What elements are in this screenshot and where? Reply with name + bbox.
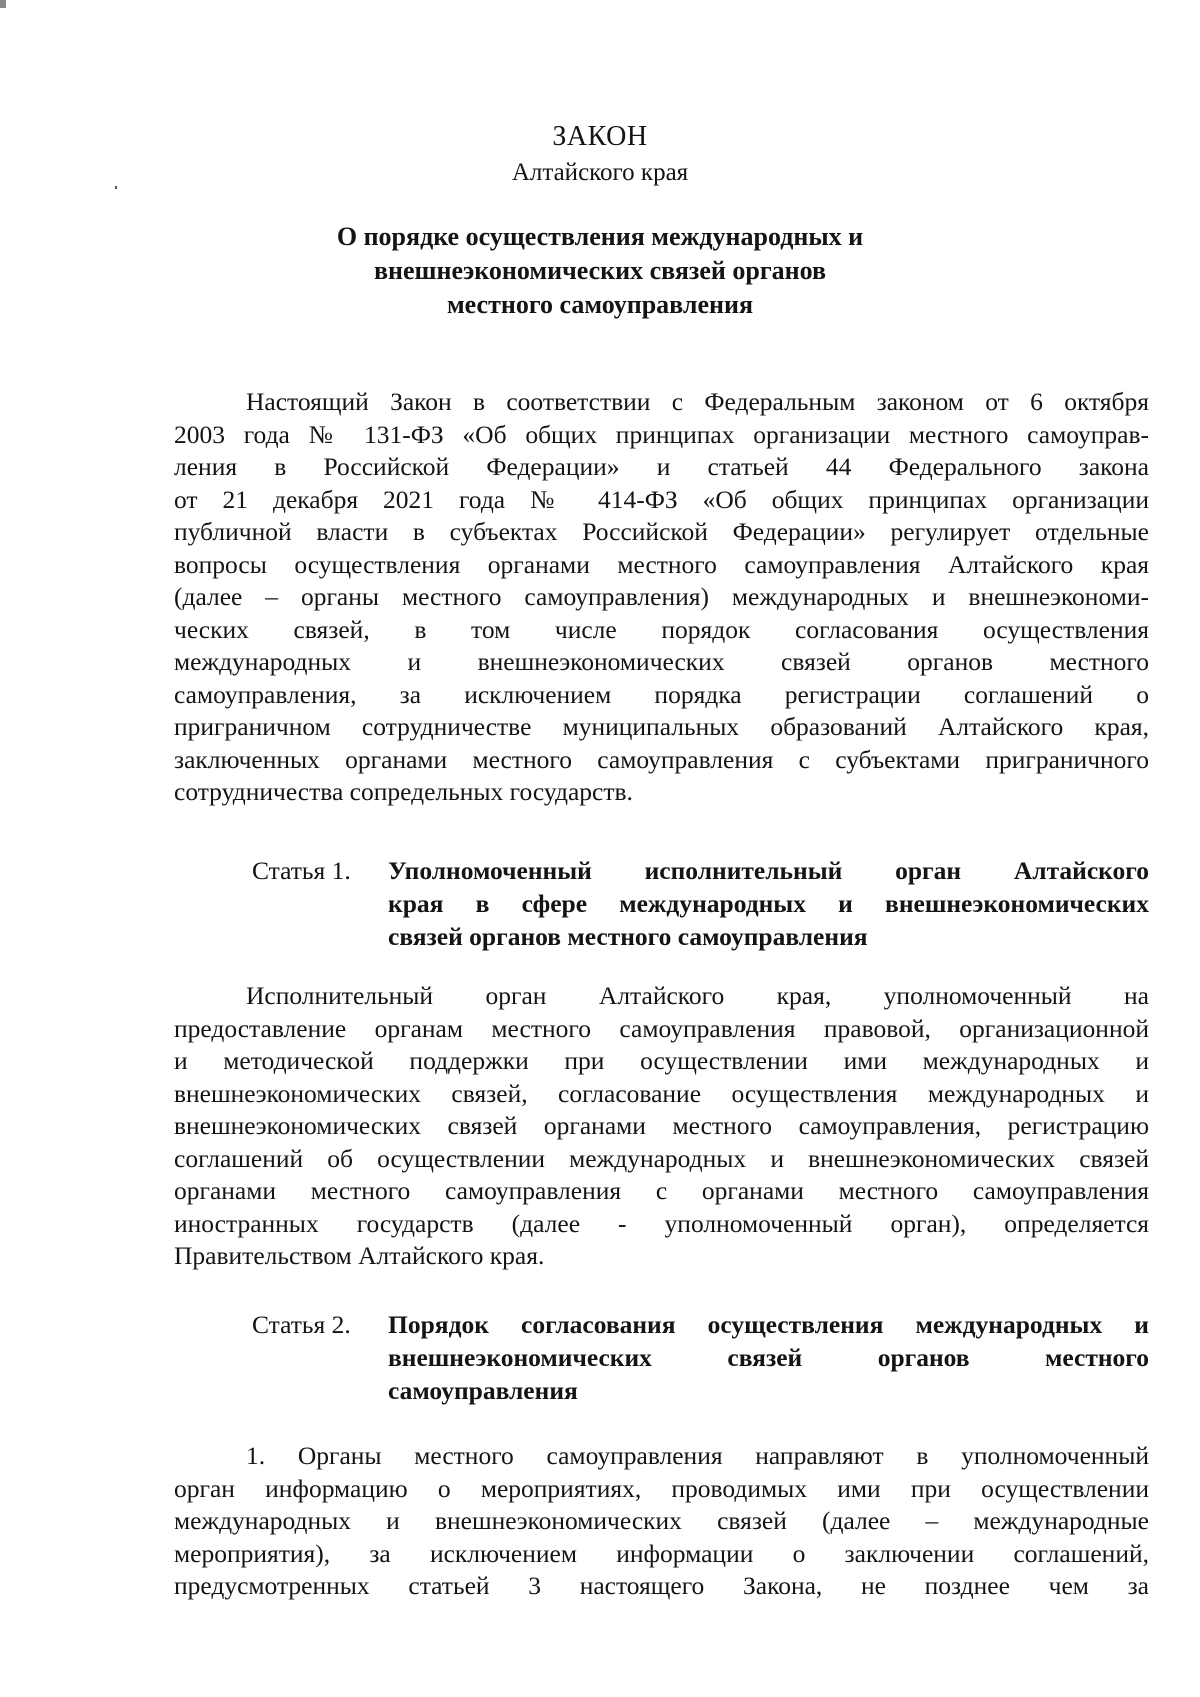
article-1-number: Статья 1. xyxy=(252,856,351,885)
heading-line: О порядке осуществления международных и xyxy=(336,222,864,251)
text-line: иностранных государств (далее - уполномоченный орган), определяется xyxy=(174,1208,1149,1238)
scan-corner-mark xyxy=(0,0,6,8)
text-line: ческих связей, в том числе порядок согласования осуществления xyxy=(174,614,1149,644)
article-title-line: Порядок согласования осуществления международных и xyxy=(388,1310,1149,1339)
text-line: 2003 года № 131-ФЗ «Об общих принципах организации местного самоуправ- xyxy=(174,419,1149,449)
text-line: публичной власти в субъектах Российской Федерации» регулирует отдельные xyxy=(174,517,1149,546)
text-line: и методической поддержки при осуществлении ими международных и xyxy=(174,1046,1149,1075)
heading-line: местного самоуправления xyxy=(446,290,754,319)
article-2-number: Статья 2. xyxy=(252,1310,351,1339)
article-2-title xyxy=(388,1308,1149,1407)
article-title-line: края в сфере международных и внешнеэкономических xyxy=(388,889,1149,918)
text-line: Настоящий Закон в соответствии с Федеральным законом от 6 октября xyxy=(246,387,1149,416)
text-line: самоуправления, за исключением порядка регистрации соглашений о xyxy=(174,679,1149,709)
text-line: ления в Российской Федерации» и статьей 44 Федерального закона xyxy=(174,452,1149,481)
text-line: вопросы осуществления органами местного самоуправления Алтайского края xyxy=(174,549,1149,579)
text-line: мероприятия), за исключением информации о заключении соглашений, xyxy=(174,1538,1149,1568)
text-line: международных и внешнеэкономических связей (далее – международные xyxy=(174,1506,1149,1535)
article-1-title xyxy=(388,854,1149,953)
heading-line: внешнеэкономических связей органов xyxy=(373,256,827,285)
text-line: предусмотренных статьей 3 настоящего Закона, не позднее чем за xyxy=(174,1571,1149,1600)
text-line: (далее – органы местного самоуправления) международных и внешнеэкономи- xyxy=(174,582,1149,611)
text-line: органами местного самоуправления с органами местного самоуправления xyxy=(174,1176,1149,1205)
text-line: внешнеэкономических связей, согласование осуществления международных и xyxy=(174,1078,1149,1108)
text-line: соглашений об осуществлении международных и внешнеэкономических связей xyxy=(174,1143,1149,1173)
article-title-line: Уполномоченный исполнительный орган Алтайского xyxy=(388,856,1149,885)
document-title: ЗАКОН xyxy=(552,121,648,152)
document-subtitle: Алтайского края xyxy=(511,159,689,186)
text-line: 1. Органы местного самоуправления направляют в уполномоченный xyxy=(246,1441,1149,1470)
text-line: предоставление органам местного самоуправления правовой, организационной xyxy=(174,1013,1149,1043)
text-line: внешнеэкономических связей органами местного самоуправления, регистрацию xyxy=(174,1111,1149,1140)
article-title-line: самоуправления xyxy=(388,1376,578,1405)
text-line: орган информацию о мероприятиях, проводимых ими при осуществлении xyxy=(174,1473,1149,1503)
article-title-line: связей органов местного самоуправления xyxy=(388,922,868,951)
preamble-paragraph xyxy=(174,386,1149,809)
text-line: приграничном сотрудничестве муниципальных образований Алтайского края, xyxy=(174,712,1149,741)
article-2-body xyxy=(174,1440,1149,1603)
document-heading xyxy=(0,220,1200,322)
text-line: Исполнительный орган Алтайского края, уполномоченный на xyxy=(246,981,1149,1010)
text-line: сотрудничества сопредельных государств. xyxy=(174,777,633,806)
text-line: от 21 декабря 2021 года № 414-ФЗ «Об общих принципах организации xyxy=(174,484,1149,514)
text-line: заключенных органами местного самоуправления с субъектами приграничного xyxy=(174,744,1149,774)
text-line: международных и внешнеэкономических связей органов местного xyxy=(174,647,1149,676)
article-title-line: внешнеэкономических связей органов местного xyxy=(388,1343,1149,1372)
article-1-body xyxy=(174,980,1149,1273)
text-line: Правительством Алтайского края. xyxy=(174,1241,545,1270)
